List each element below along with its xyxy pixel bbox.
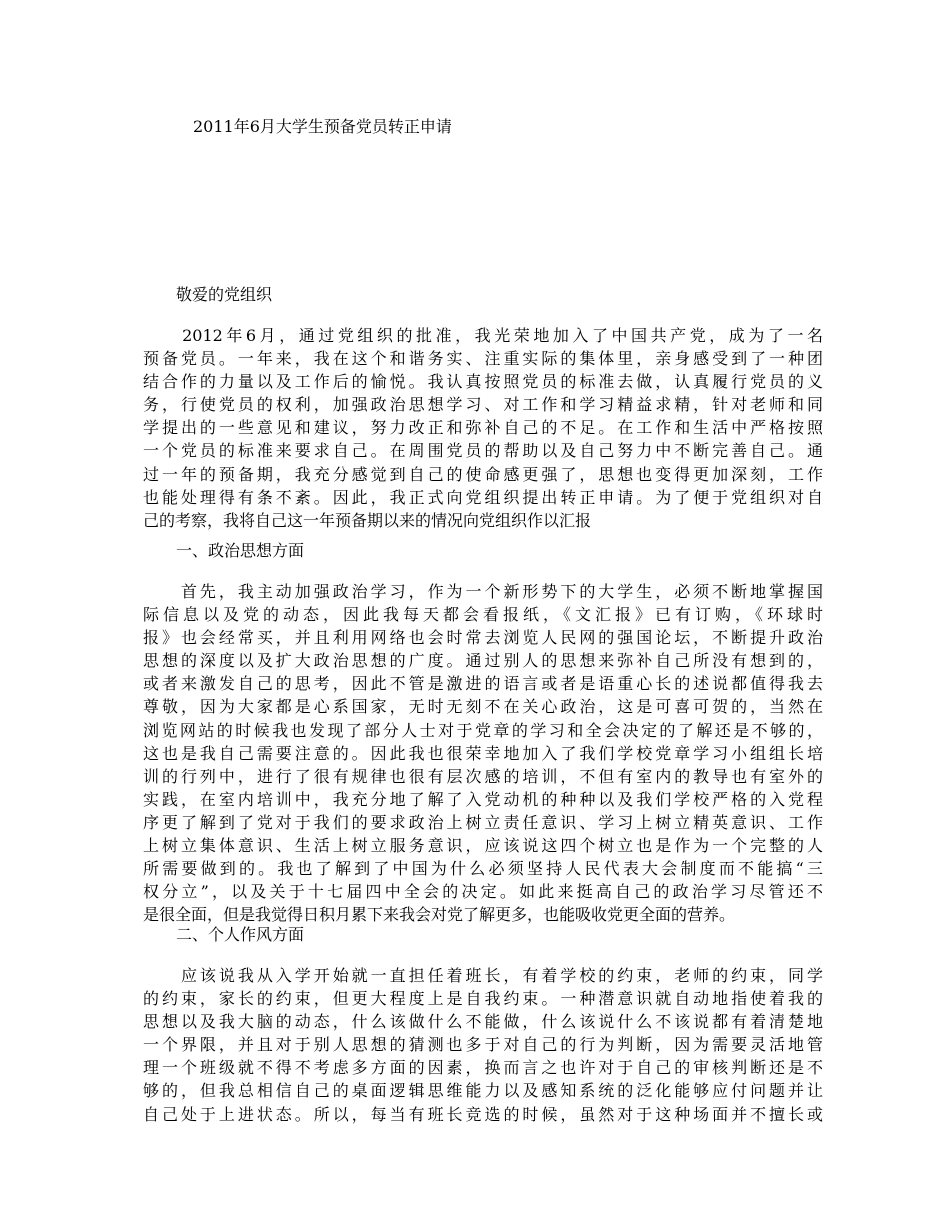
text-line: 序更了解到了党对于我们的要求政治上树立责任意识、学习上树立精英意识、工作 [143, 812, 823, 832]
paragraph-politics [143, 580, 823, 926]
salutation: 敬爱的党组织 [176, 285, 273, 304]
text-line: 理一个班级就不得不考虑多方面的因素，换而言之也许对于自己的审核判断还是不 [143, 1058, 823, 1078]
text-line: 己的考察，我将自己这一年预备期以来的情况向党组织作以汇报 [143, 510, 592, 530]
text-line: 是很全面，但是我觉得日积月累下来我会对党了解更多，也能吸收党更全面的营养。 [143, 905, 736, 925]
text-line: 这也是我自己需要注意的。因此我也很荣幸地加入了我们学校党章学习小组组长培 [143, 743, 823, 763]
text-line: 上树立集体意识、生活上树立服务意识，应该说这四个树立也是作为一个完整的人 [143, 836, 823, 856]
text-line: 的约束，家长的约束，但更大程度上是自我约束。一种潜意识就自动地指使着我的 [143, 989, 823, 1009]
text-line: 2012年6月，通过党组织的批准，我光荣地加入了中国共产党，成为了一名 [143, 326, 823, 345]
text-line: 预备党员。一年来，我在这个和谐务实、注重实际的集体里，亲身感受到了一种团 [143, 349, 823, 369]
text-line: 思想的深度以及扩大政治思想的广度。通过别人的思想来弥补自己所没有想到的， [143, 651, 823, 671]
text-line: 报》也会经常买，并且利用网络也会时常去浏览人民网的强国论坛，不断提升政治 [143, 628, 823, 648]
text-line: 也能处理得有条不紊。因此，我正式向党组织提出转正申请。为了便于党组织对自 [143, 487, 823, 507]
text-line: 际信息以及党的动态，因此我每天都会看报纸，《文汇报》已有订购，《环球时 [143, 605, 823, 625]
text-line: 一个界限，并且对于别人思想的猜测也多于对自己的行为判断，因为需要灵活地管 [143, 1035, 823, 1055]
text-line: 训的行列中，进行了很有规律也很有层次感的培训，不但有室内的教导也有室外的 [143, 766, 823, 786]
paragraph-intro [143, 324, 823, 532]
text-line: 自己处于上进状态。所以，每当有班长竞选的时候，虽然对于这种场面并不擅长或 [143, 1104, 823, 1124]
text-line: 结合作的力量以及工作后的愉悦。我认真按照党员的标准去做，认真履行党员的义 [143, 372, 823, 392]
section-heading-politics: 一、政治思想方面 [176, 541, 305, 560]
text-line: 思想以及我大脑的动态，什么该做什么不能做，什么该说什么不该说都有着清楚地 [143, 1012, 823, 1032]
section-heading-conduct: 二、个人作风方面 [176, 925, 305, 944]
text-line: 所需要做到的。我也了解到了中国为什么必须坚持人民代表大会制度而不能搞“三 [143, 859, 823, 879]
text-line: 过一年的预备期，我充分感觉到自己的使命感更强了，思想也变得更加深刻，工作 [143, 464, 823, 484]
text-line: 学提出的一些意见和建议，努力改正和弥补自己的不足。在工作和生活中严格按照 [143, 418, 823, 438]
text-line: 首先，我主动加强政治学习，作为一个新形势下的大学生，必须不断地掌握国 [143, 582, 823, 601]
text-line: 够的，但我总相信自己的桌面逻辑思维能力以及感知系统的泛化能够应付问题并让 [143, 1081, 823, 1101]
paragraph-conduct [143, 964, 823, 1126]
text-line: 尊敬，因为大家都是心系国家，无时无刻不在关心政治，这是可喜可贺的，当然在 [143, 697, 823, 717]
text-line: 应该说我从入学开始就一直担任着班长，有着学校的约束，老师的约束，同学 [143, 966, 823, 985]
text-line: 或者来激发自己的思考，因此不管是激进的语言或者是语重心长的述说都值得我去 [143, 674, 823, 694]
text-line: 权分立”，以及关于十七届四中全会的决定。如此来挺高自己的政治学习尽管还不 [143, 882, 823, 902]
document-title: 2011年6月大学生预备党员转正申请 [193, 117, 452, 136]
text-line: 浏览网站的时候我也发现了部分人士对于党章的学习和全会决定的了解还是不够的， [143, 720, 823, 740]
text-line: 实践，在室内培训中，我充分地了解了入党动机的种种以及我们学校严格的入党程 [143, 789, 823, 809]
text-line: 一个党员的标准来要求自己。在周围党员的帮助以及自己努力中不断完善自己。通 [143, 441, 823, 461]
text-line: 务，行使党员的权利，加强政治思想学习、对工作和学习精益求精，针对老师和同 [143, 395, 823, 415]
